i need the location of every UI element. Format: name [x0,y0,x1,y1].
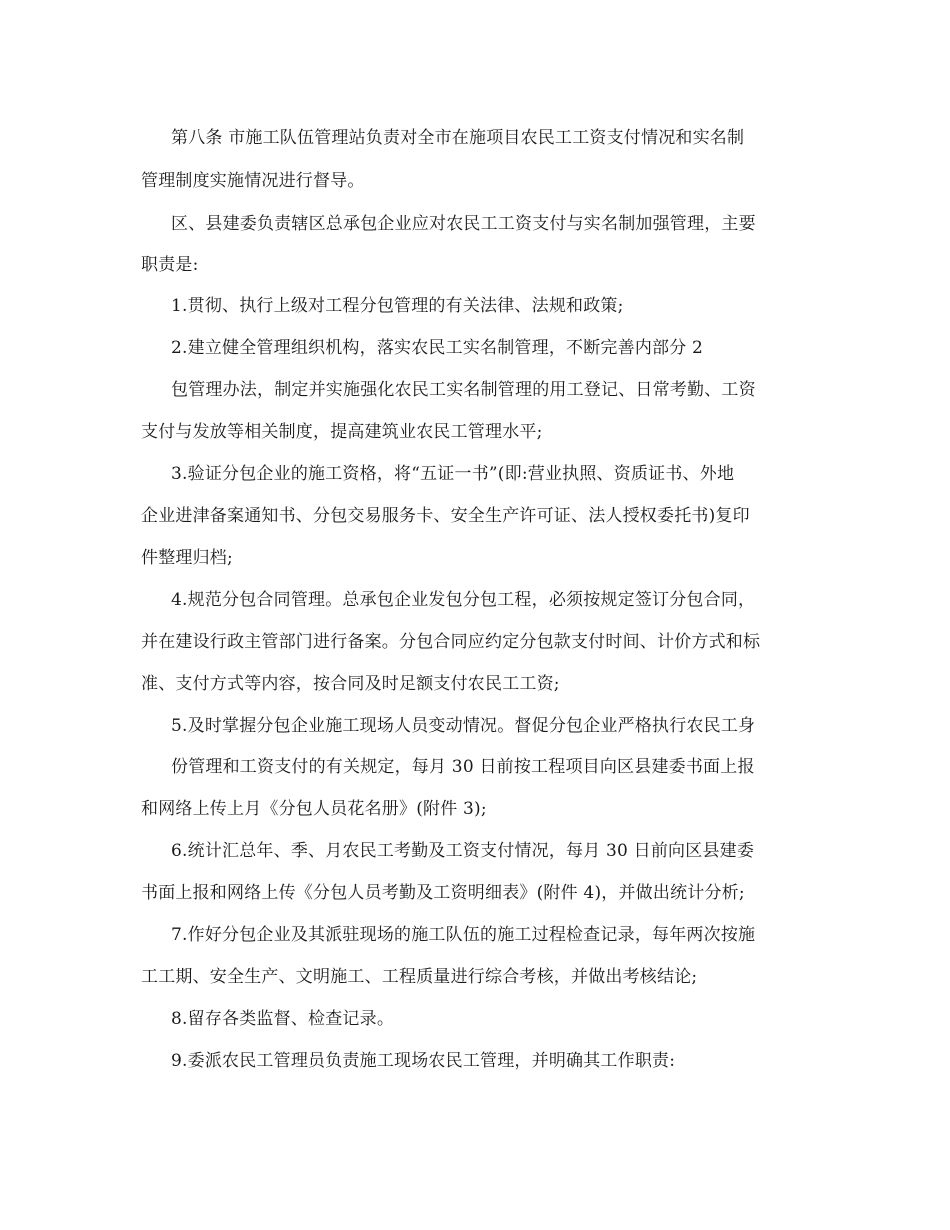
text-line: 第八条 市施工队伍管理站负责对全市在施项目农民工工资支付情况和实名制 [171,128,745,148]
text-line: 区、县建委负责辖区总承包企业应对农民工工资支付与实名制加强管理，主要 [171,214,756,234]
text-line: 6.统计汇总年、季、月农民工考勤及工资支付情况，每月 30 日前向区县建委 [171,841,755,861]
text-line: 份管理和工资支付的有关规定，每月 30 日前按工程项目向区县建委书面上报 [171,757,755,777]
text-line: 职责是: [141,255,199,275]
text-line: 并在建设行政主管部门进行备案。分包合同应约定分包款支付时间、计价方式和标 [141,632,761,652]
text-line: 工工期、安全生产、文明施工、工程质量进行综合考核，并做出考核结论; [141,967,698,987]
text-line: 准、支付方式等内容，按合同及时足额支付农民工工资; [141,674,560,694]
text-line: 管理制度实施情况进行督导。 [141,171,365,191]
text-line: 9.委派农民工管理员负责施工现场农民工管理，并明确其工作职责: [171,1051,676,1071]
text-line: 8.留存各类监督、检查记录。 [171,1009,395,1029]
text-line: 支付与发放等相关制度，提高建筑业农民工管理水平; [141,422,543,442]
text-line: 件整理归档; [141,548,233,568]
text-line: 企业进津备案通知书、分包交易服务卡、安全生产许可证、法人授权委托书)复印 [141,506,750,526]
text-line: 书面上报和网络上传《分包人员考勤及工资明细表》(附件 4)，并做出统计分析; [141,883,745,903]
text-line: 1.贯彻、执行上级对工程分包管理的有关法律、法规和政策; [171,296,624,316]
text-line: 5.及时掌握分包企业施工现场人员变动情况。督促分包企业严格执行农民工身 [171,716,756,736]
text-line: 3.验证分包企业的施工资格，将“五证一书”(即:营业执照、资质证书、外地 [171,464,735,484]
text-line: 2.建立健全管理组织机构，落实农民工实名制管理，不断完善内部分 2 [171,338,704,358]
text-line: 4.规范分包合同管理。总承包企业发包分包工程，必须按规定签订分包合同， [171,590,756,610]
text-line: 7.作好分包企业及其派驻现场的施工队伍的施工过程检查记录，每年两次按施 [171,925,756,945]
text-line: 包管理办法，制定并实施强化农民工实名制管理的用工登记、日常考勤、工资 [171,380,756,400]
text-line: 和网络上传上月《分包人员花名册》(附件 3); [141,799,487,819]
